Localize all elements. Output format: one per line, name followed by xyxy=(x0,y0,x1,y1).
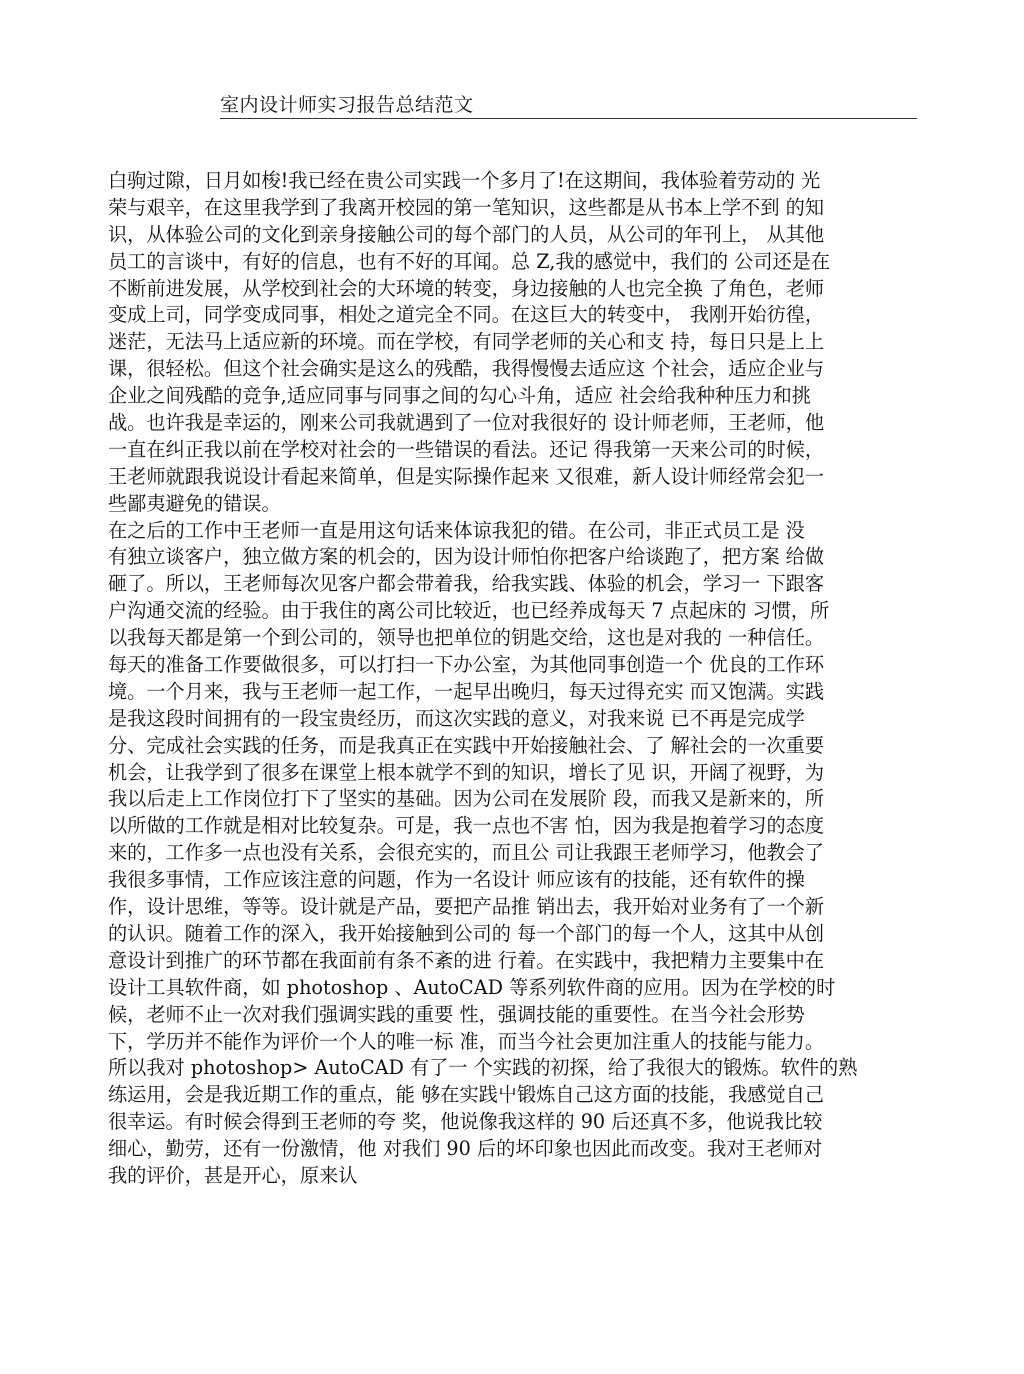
text-line: 每天的准备工作要做很多，可以打扫一下办公室，为其他同事创造一个 优良的工作环 xyxy=(108,653,825,677)
text-line: 作，设计思维，等等。设计就是产品，要把产品推 销出去，我开始对业务有了一个新 xyxy=(108,895,825,919)
text-line: 的认识。随着工作的深入，我开始接触到公司的 每一个部门的每一个人，这其中从创 xyxy=(108,921,825,945)
text-line: 王老师就跟我说设计看起来简单，但是实际操作起来 又很难，新人设计师经常会犯一 xyxy=(108,464,825,488)
text-line: 境。一个月来，我与王老师一起工作，一起早出晚归，每天过得充实 而又饱满。实践 xyxy=(108,679,825,703)
text-line: 砸了。所以，王老师每次见客户都会带着我，给我实践、体验的机会，学习一 下跟客 xyxy=(108,572,825,596)
page-header xyxy=(220,88,917,119)
text-line: 不断前进发展，从学校到社会的大环境的转变，身边接触的人也完全换 了角色，老师 xyxy=(108,276,825,300)
text-line: 设计工具软件商，如 photoshop 、AutoCAD 等系列软件商的应用。因为在学校的时 xyxy=(108,975,836,999)
text-line: 我很多事情，工作应该注意的问题，作为一名设计 师应该有的技能，还有软件的操 xyxy=(108,868,805,892)
text-line: 户沟通交流的经验。由于我住的离公司比较近，也已经养成每天 7 点起床的 习惯，所 xyxy=(108,599,830,623)
text-line: 识，从体验公司的文化到亲身接触公司的每个部门的人员，从公司的年刊上， 从其他 xyxy=(108,222,825,246)
text-line: 所以我对 photoshop> AutoCAD 有了一 个实践的初探，给了我很大的锻炼。软件的熟 xyxy=(108,1056,858,1080)
text-line: 以所做的工作就是相对比较复杂。可是，我一点也不害 怕，因为我是抱着学习的态度 xyxy=(108,814,825,838)
text-line: 变成上司，同学变成同事，相处之道完全不同。在这巨大的转变中， 我刚开始彷徨， xyxy=(108,303,825,327)
text-line: 下，学历并不能作为评价一个人的唯一标 准，而当今社会更加注重人的技能与能力。 xyxy=(108,1029,825,1053)
text-line: 以我每天都是第一个到公司的，领导也把单位的钥匙交给，这也是对我的 一种信任。 xyxy=(108,626,825,650)
text-line: 来的，工作多一点也没有关系，会很充实的，而且公 司让我跟王老师学习，他教会了 xyxy=(108,841,825,865)
text-line: 练运用，会是我近期工作的重点，能 够在实践屮锻炼自己这方面的技能，我感觉自己 xyxy=(108,1083,825,1107)
text-line: 很幸运。有时候会得到王老师的夸 奖，他说像我这样的 90 后还真不多，他说我比较 xyxy=(108,1110,823,1134)
text-line: 我以后走上工作岗位打下了坚实的基础。因为公司在发展阶 段，而我又是新来的，所 xyxy=(108,787,825,811)
text-line: 白驹过隙，日月如梭!我已经在贵公司实践一个多月了!在这期间，我体验着劳动的 光 xyxy=(108,169,821,192)
text-line: 课，很轻松。但这个社会确实是这么的残酷，我得慢慢去适应这 个社会，适应企业与 xyxy=(108,357,825,381)
text-line: 机会，让我学到了很多在课堂上根本就学不到的知识，增长了见 识，开阔了视野，为 xyxy=(108,760,825,784)
text-line: 候，老师不止一次对我们强调实践的重要 性，强调技能的重要性。在当今社会形势 xyxy=(108,1002,805,1026)
body-text xyxy=(108,168,916,1190)
text-line: 有独立谈客户，独立做方案的机会的，因为设计师怕你把客户给谈跑了，把方案 给做 xyxy=(108,545,825,569)
text-line: 战。也许我是幸运的，刚来公司我就遇到了一位对我很好的 设计师老师，王老师，他 xyxy=(108,411,825,435)
text-line: 在之后的工作中王老师一直是用这句话来体谅我犯的错。在公司，非正式员工是 没 xyxy=(108,518,805,542)
text-line: 迷茫，无法马上适应新的环境。而在学校，有同学老师的关心和支 持，每日只是上上 xyxy=(108,330,825,354)
text-line: 意设计到推广的环节都在我面前有条不紊的进 行着。在实践中，我把精力主要集中在 xyxy=(108,948,825,972)
header-title: 室内设计师实习报告总结范文 xyxy=(220,94,474,116)
text-line: 些鄙夷避免的错误。 xyxy=(108,491,281,515)
text-line: 我的评价，甚是开心，原来认 xyxy=(108,1163,358,1187)
text-line: 是我这段时间拥有的一段宝贵经历，而这次实践的意义，对我来说 已不再是完成学 xyxy=(108,706,805,730)
text-line: 员工的言谈中，有好的信息，也有不好的耳闻。总 Z,我的感觉中，我们的 公司还是在 xyxy=(108,249,831,273)
text-line: 细心，勤劳，还有一份激情，他 对我们 90 后的坏印象也因此而改变。我对王老师对 xyxy=(108,1137,823,1161)
text-line: 一直在纠正我以前在学校对社会的一些错误的看法。还记 得我第一天来公司的时候， xyxy=(108,437,825,461)
text-line: 企业之间残酷的竞争,适应同事与同事之间的勾心斗角，适应 社会给我种种压力和挑 xyxy=(108,384,811,408)
text-line: 荣与艰辛，在这里我学到了我离开校园的第一笔知识，这些都是从书本上学不到 的知 xyxy=(108,195,825,219)
text-line: 分、完成社会实践的任务，而是我真正在实践中开始接触社会、了 解社会的一次重要 xyxy=(108,733,825,757)
